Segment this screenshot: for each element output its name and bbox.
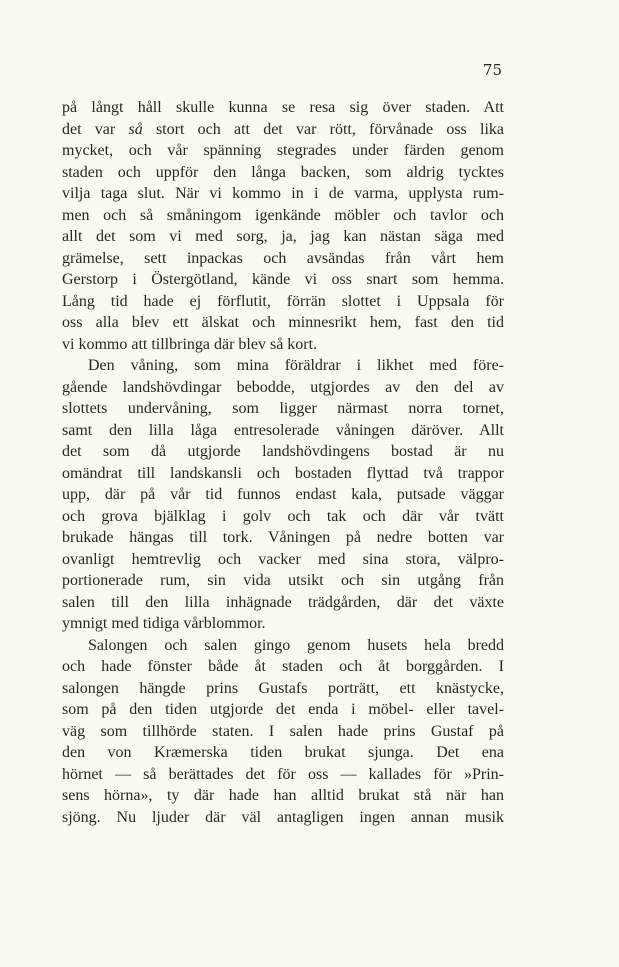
text-line: brukade hängas till tork. Våningen på nedre botten var <box>62 529 504 546</box>
text-line: portionerade rum, sin vida utsikt och sin utgång från <box>62 572 504 589</box>
text-line: gående landshövdingar bebodde, utgjordes av den del av <box>62 378 504 396</box>
text-line: och hade fönster både åt staden och åt borggården. I <box>62 658 504 675</box>
text-line: hörnet — så berättades det för oss — kallades för »Prin- <box>62 765 504 783</box>
text-line: ovanligt hemtrevlig och vacker med sina stora, välpro- <box>62 550 504 568</box>
text-line: Gerstorp i Östergötland, kände vi oss snart som hemma. <box>62 271 504 288</box>
text-line: sjöng. Nu ljuder där väl antagligen ingen annan musik <box>62 808 504 826</box>
text-line: upp, där på vår tid funnos endast kala, putsade väggar <box>62 486 504 503</box>
text-line: den von Kræmerska tiden brukat sjunga. Det ena <box>62 744 504 761</box>
text-line: staden och uppför den långa backen, som aldrig tycktes <box>62 163 504 181</box>
text-line: Lång tid hade ej förflutit, förrän slottet i Uppsala för <box>62 292 504 310</box>
text-line: sens hörna», ty där hade han alltid brukat stå när han <box>62 787 504 804</box>
text-line-paragraph-start: Den våning, som mina föräldrar i likhet med före- <box>88 357 504 374</box>
text-line: grämelse, sett inpackas och avsändas från vårt hem <box>62 249 504 267</box>
text-line: omändrat till landskansli och bostaden flyttad två trappor <box>62 464 504 482</box>
text-line: slottets undervåning, som ligger närmast norra tornet, <box>62 400 504 417</box>
text-line-paragraph-start: Salongen och salen gingo genom husets hela bredd <box>88 636 504 654</box>
text-line: väg som tillhörde staten. I salen hade prins Gustaf på <box>62 722 504 740</box>
text-line: men och så småningom igenkände möbler och tavlor och <box>62 206 504 224</box>
text-line: det var så stort och att det var rött, förvånade oss lika <box>62 120 505 138</box>
text-line: det som då utgjorde landshövdingens bostad är nu <box>62 443 504 460</box>
text-line: salongen hängde prins Gustafs porträtt, ett knästycke, <box>62 679 504 697</box>
text-line: samt den lilla låga entresolerade våningen däröver. Allt <box>62 421 504 439</box>
text-line: mycket, och vår spänning stegrades under färden genom <box>62 142 504 159</box>
page-number: 75 <box>482 61 502 79</box>
text-line-paragraph-end: ymnigt med tidiga vårblommor. <box>62 615 266 632</box>
emphasis-word: så <box>128 120 143 138</box>
text-line: vilja taga slut. När vi kommo in i de varma, upplysta rum- <box>62 185 504 202</box>
text-line: salen till den lilla inhägnade trädgården, där det växte <box>62 593 504 611</box>
text-line: på långt håll skulle kunna se resa sig över staden. Att <box>62 99 504 116</box>
text-line: som på den tiden utgjorde det enda i möbel- eller tavel- <box>62 701 504 718</box>
body-text <box>62 97 504 828</box>
text-line-paragraph-end: vi kommo att tillbringa där blev så kort. <box>62 335 318 353</box>
text-line: allt det som vi med sorg, ja, jag kan nästan säga med <box>62 228 504 245</box>
text-line: oss alla blev ett älskat och minnesrikt hem, fast den tid <box>62 314 504 331</box>
text-line: och grova bjälklag i golv och tak och där vår tvätt <box>62 507 504 525</box>
